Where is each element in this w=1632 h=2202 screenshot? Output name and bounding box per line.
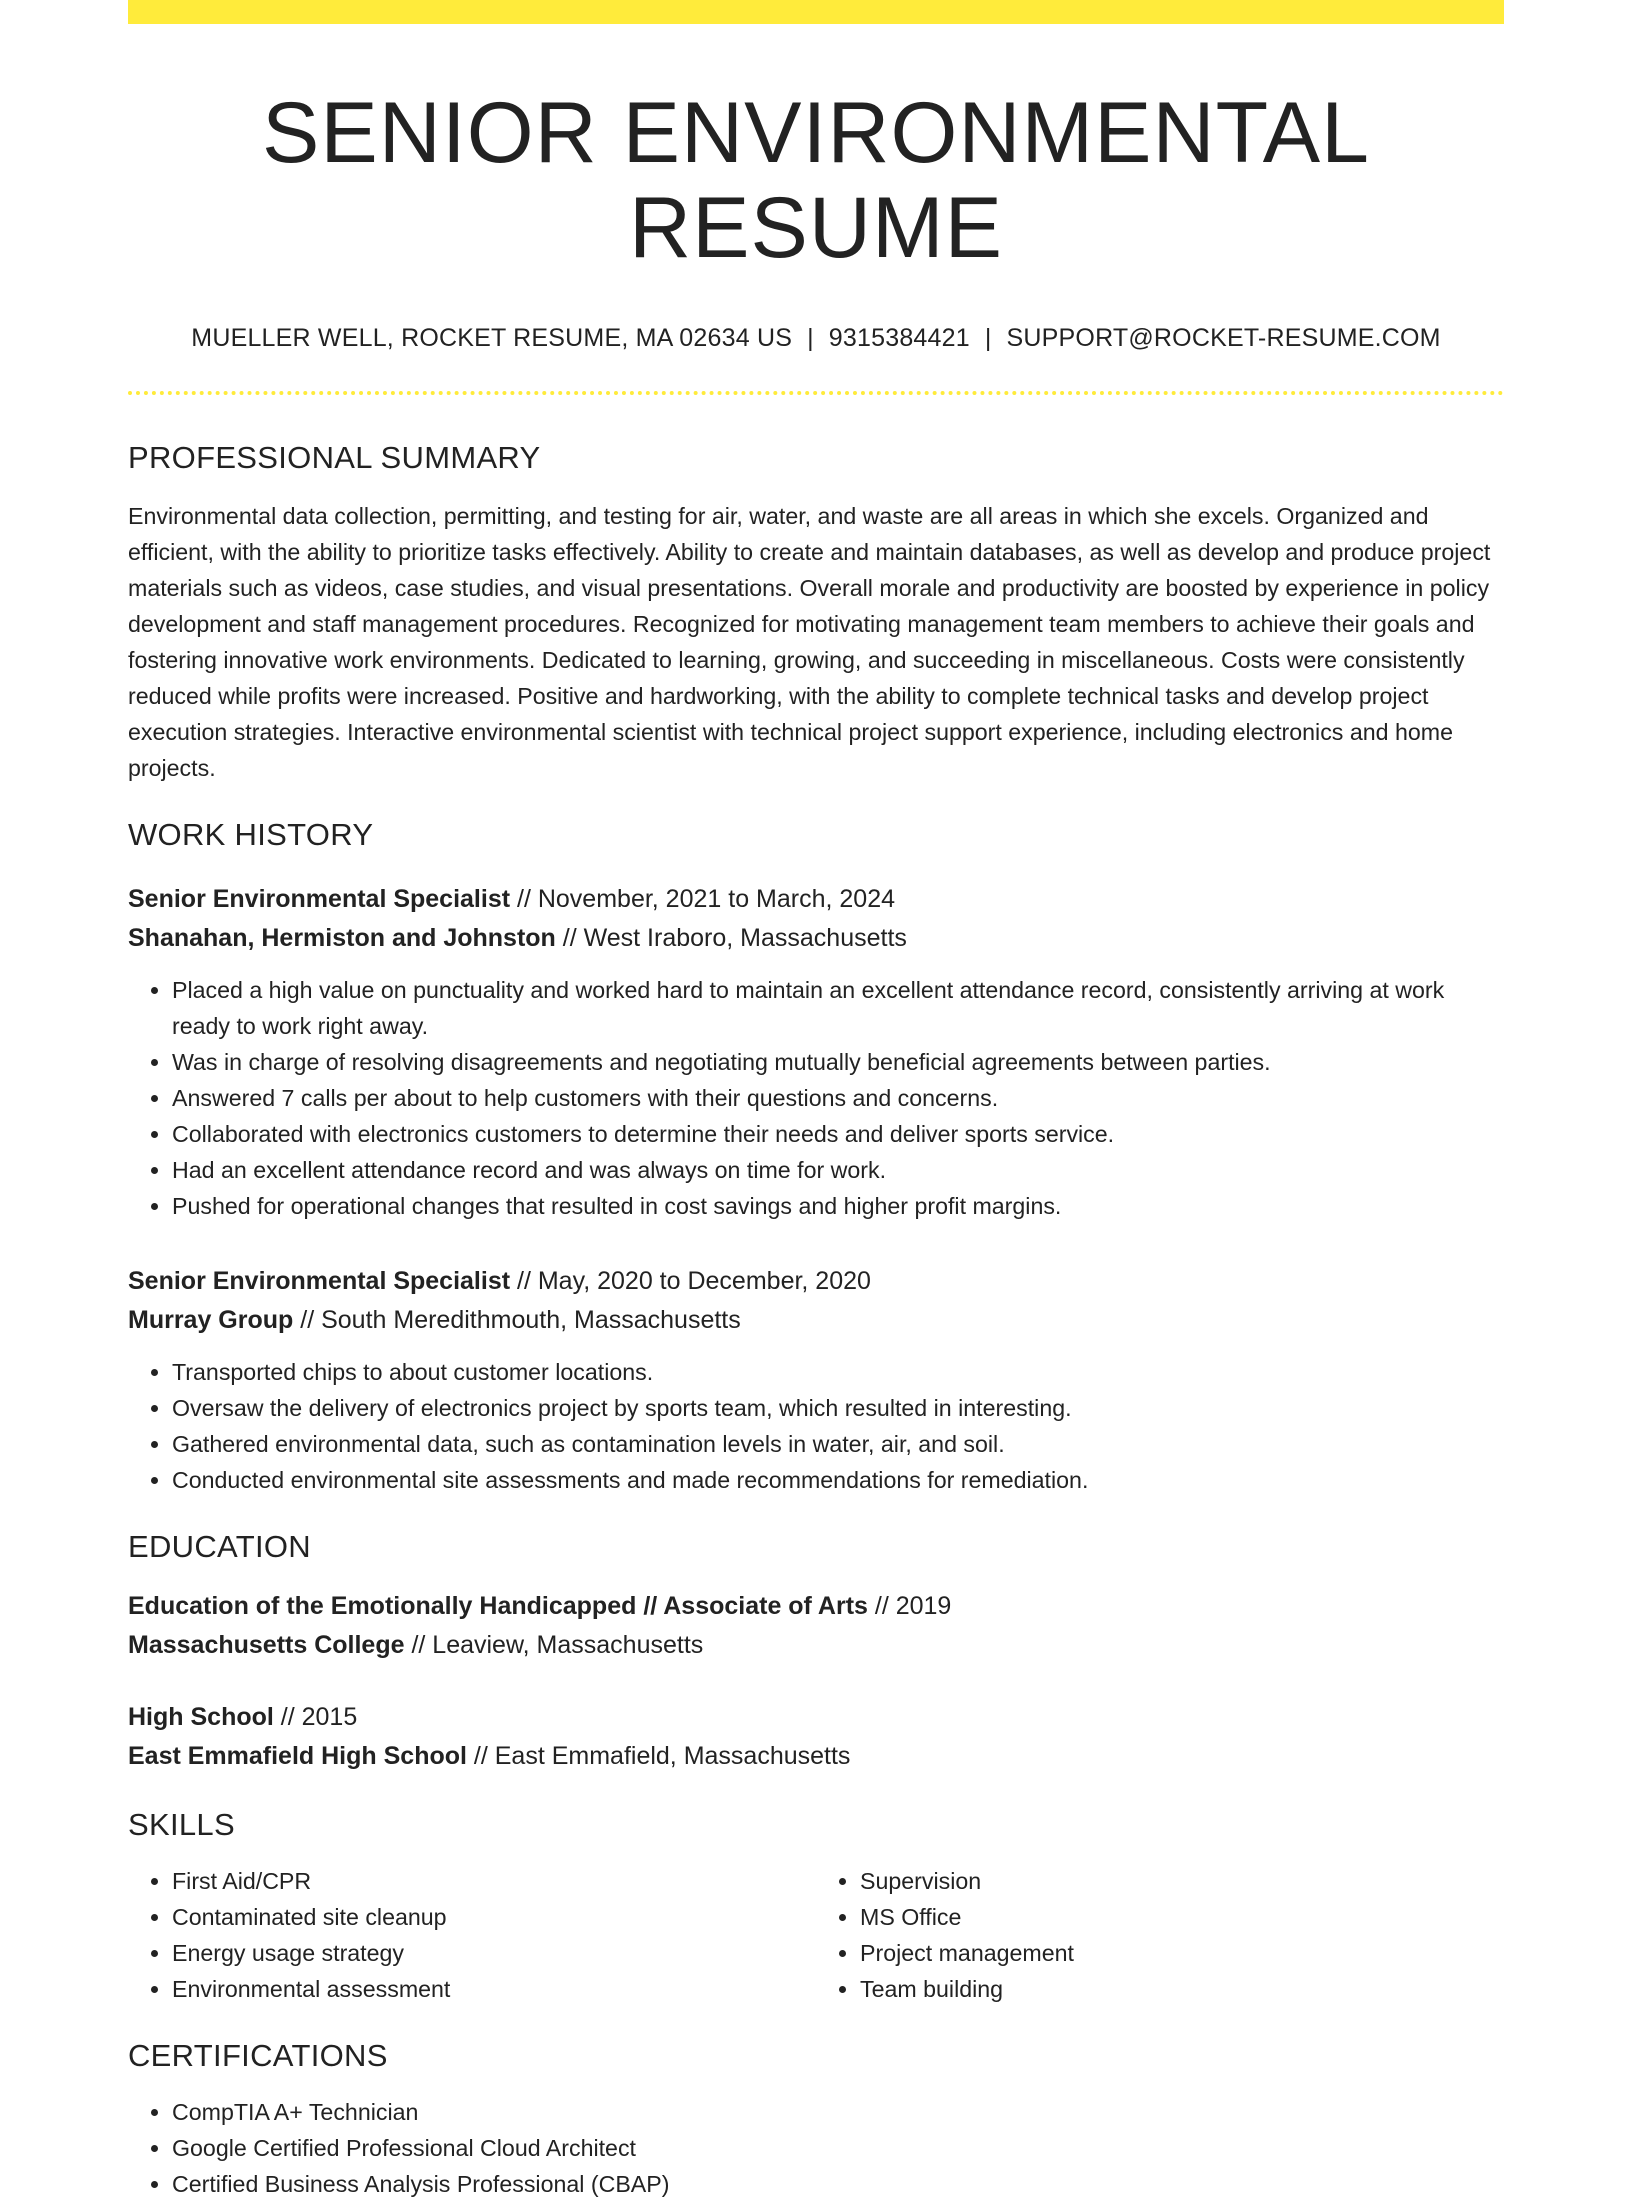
skill-item: • MS Office <box>860 1899 1504 1935</box>
skill-item: • First Aid/CPR <box>172 1863 816 1899</box>
job-company-line <box>128 1301 1504 1340</box>
school-location: // East Emmafield, Massachusetts <box>473 1741 851 1770</box>
summary-heading: PROFESSIONAL SUMMARY <box>128 440 541 476</box>
school: Massachusetts College <box>128 1630 405 1659</box>
job-company: Murray Group <box>128 1305 294 1334</box>
skill-item: • Contaminated site cleanup <box>172 1899 816 1935</box>
degree-line <box>128 1587 1504 1626</box>
contact-separator: | <box>984 324 992 353</box>
certification-item: • CompTIA A+ Technician <box>172 2094 1504 2130</box>
school-line <box>128 1737 1504 1776</box>
degree-year: // 2019 <box>874 1591 952 1620</box>
education-heading: EDUCATION <box>128 1528 311 1564</box>
job-entry <box>128 1262 1504 1498</box>
job-location: // West Iraboro, Massachusetts <box>562 923 907 952</box>
skills-column-right <box>816 1863 1504 2007</box>
job-company-line <box>128 919 1504 958</box>
job-bullets <box>128 1354 1504 1498</box>
list-item: • Transported chips to about customer locations. <box>172 1354 1504 1390</box>
skills-heading: SKILLS <box>128 1806 235 1842</box>
resume-page <box>128 0 1504 2202</box>
school-location: // Leaview, Massachusetts <box>411 1630 704 1659</box>
certifications-bullets <box>128 2094 1504 2202</box>
school: East Emmafield High School <box>128 1741 467 1770</box>
list-item: • Placed a high value on punctuality and worked hard to maintain an excellent attendance record, consistently arriving at work ready to work right away. <box>172 972 1504 1044</box>
list-item: • Oversaw the delivery of electronics project by sports team, which resulted in interesting. <box>172 1390 1504 1426</box>
list-item: • Answered 7 calls per about to help customers with their questions and concerns. <box>172 1080 1504 1116</box>
work-history-heading: WORK HISTORY <box>128 817 374 853</box>
education-entry <box>128 1587 1504 1665</box>
header-divider <box>128 391 1504 395</box>
list-item: • Pushed for operational changes that resulted in cost savings and higher profit margins. <box>172 1188 1504 1224</box>
skills-grid <box>128 1863 1504 2007</box>
list-item: • Conducted environmental site assessments and made recommendations for remediation. <box>172 1462 1504 1498</box>
summary-text: Environmental data collection, permitting, and testing for air, water, and waste are all areas in which she excels. Organized and efficient, with the ability to prioritize tasks effectively. Ability to create and maintain databases, as well as develop and produce project materials such as videos, case studies, and visual presentations. Overall morale and productivity are boosted by experience in policy development and staff management procedures. Recognized for motivating management team members to achieve their goals and fostering innovative work environments. Dedicated to learning, growing, and succeeding in miscellaneous. Costs were consistently reduced while profits were increased. Positive and hardworking, with the ability to complete technical tasks and develop project execution strategies. Interactive environmental scientist with technical project support experience, including electronics and home projects. <box>128 503 1491 782</box>
job-title: Senior Environmental Specialist <box>128 884 511 913</box>
education-entry <box>128 1698 1504 1776</box>
list-item: • Collaborated with electronics customers to determine their needs and deliver sports service. <box>172 1116 1504 1152</box>
job-title-line <box>128 880 1504 919</box>
list-item: • Gathered environmental data, such as contamination levels in water, air, and soil. <box>172 1426 1504 1462</box>
certifications-list <box>128 2094 1504 2202</box>
top-accent-bar <box>128 0 1504 24</box>
skill-item: • Team building <box>860 1971 1504 2007</box>
contact-email: SUPPORT@ROCKET-RESUME.COM <box>1006 324 1441 353</box>
list-item: • Was in charge of resolving disagreements and negotiating mutually beneficial agreements between parties. <box>172 1044 1504 1080</box>
job-dates: // November, 2021 to March, 2024 <box>517 884 896 913</box>
school-line <box>128 1626 1504 1665</box>
certification-item: • Google Certified Professional Cloud Architect <box>172 2130 1504 2166</box>
degree: Education of the Emotionally Handicapped // Associate of Arts <box>128 1591 868 1620</box>
contact-separator: | <box>807 324 814 353</box>
skill-item: • Energy usage strategy <box>172 1935 816 1971</box>
degree-line <box>128 1698 1504 1737</box>
job-location: // South Meredithmouth, Massachusetts <box>300 1305 741 1334</box>
degree: High School <box>128 1702 274 1731</box>
skill-item: • Environmental assessment <box>172 1971 816 2007</box>
job-company: Shanahan, Hermiston and Johnston <box>128 923 556 952</box>
skill-item: • Project management <box>860 1935 1504 1971</box>
job-title-line <box>128 1262 1504 1301</box>
list-item: • Had an excellent attendance record and was always on time for work. <box>172 1152 1504 1188</box>
certifications-heading: CERTIFICATIONS <box>128 2037 388 2073</box>
contact-address: MUELLER WELL, ROCKET RESUME, MA 02634 US <box>191 324 793 353</box>
job-dates: // May, 2020 to December, 2020 <box>517 1266 871 1295</box>
resume-title: SENIOR ENVIRONMENTAL RESUME <box>262 85 1370 276</box>
certification-item: • Certified Business Analysis Professional (CBAP) <box>172 2166 1504 2202</box>
degree-year: // 2015 <box>280 1702 358 1731</box>
job-bullets <box>128 972 1504 1224</box>
job-title: Senior Environmental Specialist <box>128 1266 511 1295</box>
skill-item: • Supervision <box>860 1863 1504 1899</box>
contact-phone: 9315384421 <box>828 324 970 353</box>
job-entry <box>128 880 1504 1224</box>
contact-line <box>128 323 1504 353</box>
skills-column-left <box>128 1863 816 2007</box>
